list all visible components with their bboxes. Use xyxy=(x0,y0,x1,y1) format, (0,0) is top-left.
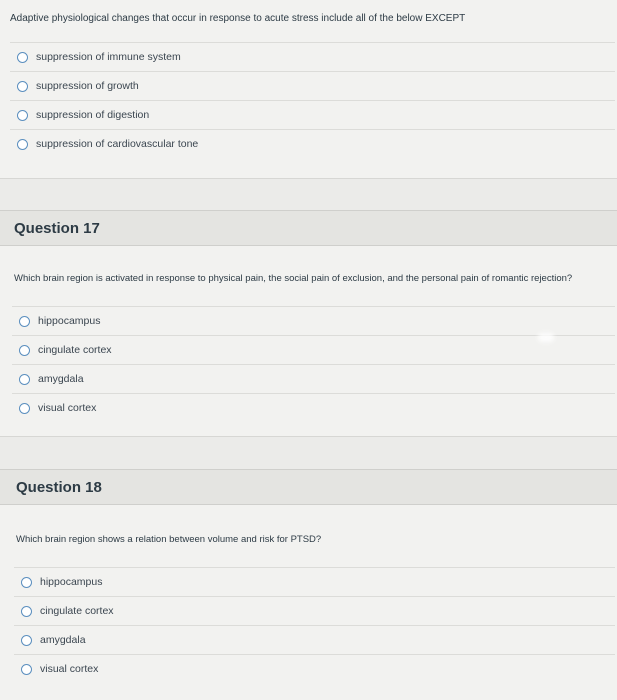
question-18-text: Which brain region shows a relation between volume and risk for PTSD? xyxy=(16,534,322,545)
answer-label: visual cortex xyxy=(40,663,99,675)
radio-button[interactable] xyxy=(17,139,28,150)
answer-option[interactable] xyxy=(12,364,615,393)
answer-option[interactable] xyxy=(14,625,615,654)
question-18-options xyxy=(14,567,615,683)
radio-button[interactable] xyxy=(21,635,32,646)
answer-option[interactable] xyxy=(10,71,615,100)
answer-option[interactable] xyxy=(10,129,615,158)
answer-label: cingulate cortex xyxy=(40,605,114,617)
radio-button[interactable] xyxy=(21,606,32,617)
answer-label: visual cortex xyxy=(38,402,97,414)
answer-label: suppression of cardiovascular tone xyxy=(36,138,199,150)
question-17-options xyxy=(12,306,615,422)
radio-button[interactable] xyxy=(17,110,28,121)
radio-button[interactable] xyxy=(17,52,28,63)
question-17-card xyxy=(0,246,617,437)
radio-button[interactable] xyxy=(19,374,30,385)
question-16-options xyxy=(10,42,615,158)
answer-option[interactable] xyxy=(12,393,615,422)
screen-glare xyxy=(538,333,554,342)
answer-label: suppression of digestion xyxy=(36,109,150,121)
radio-button[interactable] xyxy=(21,664,32,675)
answer-label: hippocampus xyxy=(38,315,101,327)
answer-label: suppression of growth xyxy=(36,80,139,92)
question-17-title: Question 17 xyxy=(14,219,100,237)
question-17-header xyxy=(0,210,617,246)
question-18-card xyxy=(0,505,617,700)
answer-option[interactable] xyxy=(14,567,615,596)
radio-button[interactable] xyxy=(19,316,30,327)
answer-label: amygdala xyxy=(40,634,86,646)
answer-label: amygdala xyxy=(38,373,84,385)
radio-button[interactable] xyxy=(21,577,32,588)
question-16-card xyxy=(0,0,617,179)
question-16-text: Adaptive physiological changes that occur in response to acute stress include all of the below EXCEPT xyxy=(10,13,466,24)
answer-label: suppression of immune system xyxy=(36,51,181,63)
answer-option[interactable] xyxy=(14,654,615,683)
radio-button[interactable] xyxy=(19,403,30,414)
answer-option[interactable] xyxy=(14,596,615,625)
question-divider xyxy=(0,437,617,469)
radio-button[interactable] xyxy=(17,81,28,92)
radio-button[interactable] xyxy=(19,345,30,356)
question-18-title: Question 18 xyxy=(16,478,102,496)
answer-option[interactable] xyxy=(12,335,615,364)
question-18-header xyxy=(0,469,617,505)
answer-label: hippocampus xyxy=(40,576,103,588)
answer-option[interactable] xyxy=(12,306,615,335)
answer-label: cingulate cortex xyxy=(38,344,112,356)
question-divider xyxy=(0,179,617,210)
answer-option[interactable] xyxy=(10,100,615,129)
question-17-text: Which brain region is activated in response to physical pain, the social pain of exclusion, and the personal pain of romantic rejection? xyxy=(14,273,573,284)
answer-option[interactable] xyxy=(10,42,615,71)
